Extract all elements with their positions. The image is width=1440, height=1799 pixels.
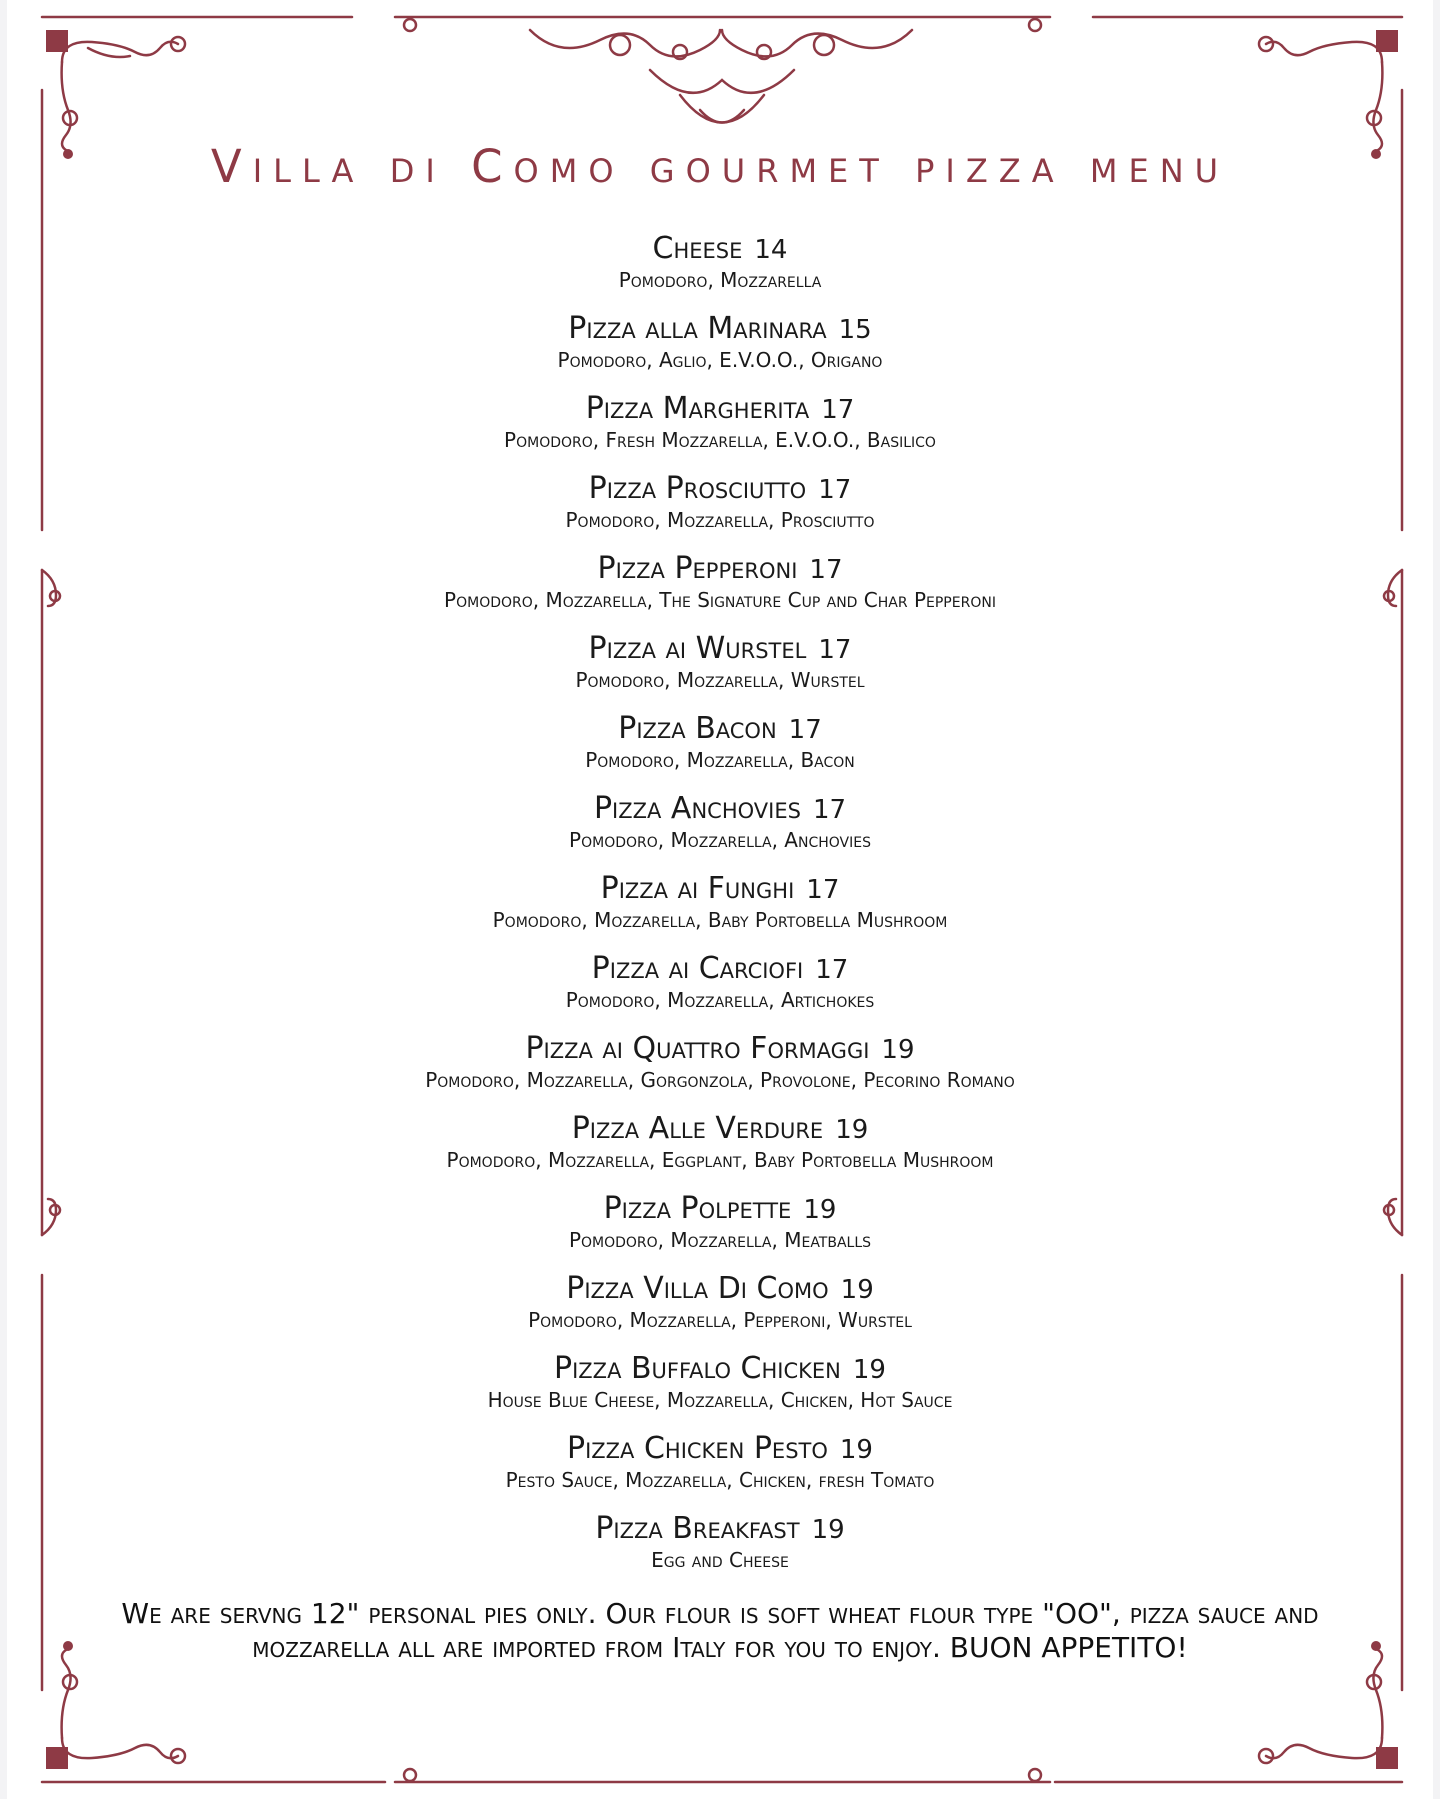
pizza-name-line [0,1272,1440,1307]
pizza-price: 19 [852,1355,886,1385]
menu-item [0,1192,1440,1272]
pizza-ingredients: Pomodoro, Mozzarella [618,268,822,292]
pizza-name: Pizza Chicken Pesto [567,1431,828,1466]
pizza-name: Cheese [652,231,743,266]
pizza-ingredients: Pomodoro, Mozzarella, Meatballs [568,1228,872,1252]
menu-item [0,552,1440,632]
menu-item [0,1432,1440,1512]
pizza-ingredients: Pomodoro, Mozzarella, Prosciutto [565,508,875,532]
pizza-name-line [0,472,1440,507]
menu-item [0,632,1440,712]
pizza-name-line [0,1512,1440,1547]
pizza-ingredients: Pomodoro, Mozzarella, Gorgonzola, Provolone, Pecorino Romano [425,1068,1015,1092]
pizza-name: Pizza ai Quattro Formaggi [525,1031,870,1066]
pizza-name: Pizza Breakfast [595,1511,800,1546]
menu-item [0,872,1440,952]
pizza-name-line [0,1032,1440,1067]
footer-note: We are servng 12" personal pies only. Our flour is soft wheat flour type "OO", pizza sauce and mozzarella all are imported from Italy for you to enjoy. BUON APPETITO! [121,1597,1319,1664]
pizza-name-line [0,1112,1440,1147]
pizza-name-line [0,632,1440,667]
pizza-price: 17 [818,475,852,505]
pizza-price: 19 [840,1275,874,1305]
pizza-price: 17 [815,955,849,985]
pizza-ingredients: Egg and Cheese [651,1548,789,1572]
menu-item [0,392,1440,472]
pizza-ingredients: Pomodoro, Mozzarella, The Signature Cup and Char Pepperoni [444,588,996,612]
menu-item [0,792,1440,872]
pizza-price: 17 [818,635,852,665]
menu-item [0,1512,1440,1592]
pizza-name-line [0,792,1440,827]
pizza-price: 14 [754,235,788,265]
pizza-name: Pizza Polpette [603,1191,792,1226]
pizza-name-line [0,872,1440,907]
pizza-ingredients: Pomodoro, Aglio, E.V.O.O., Origano [557,348,883,372]
pizza-name: Pizza Villa Di Como [566,1271,829,1306]
pizza-name: Pizza Buffalo Chicken [554,1351,841,1386]
pizza-name-line [0,392,1440,427]
pizza-list [0,232,1440,1592]
menu-item [0,952,1440,1032]
pizza-ingredients: House Blue Cheese, Mozzarella, Chicken, Hot Sauce [487,1388,953,1412]
menu-item [0,232,1440,312]
menu-item [0,1032,1440,1112]
pizza-name: Pizza alla Marinara [568,311,827,346]
pizza-name: Pizza ai Funghi [600,871,795,906]
pizza-name: Pizza ai Carciofi [591,951,804,986]
pizza-name: Pizza Margherita [585,391,810,426]
pizza-name-line [0,1192,1440,1227]
pizza-name-line [0,552,1440,587]
pizza-ingredients: Pomodoro, Mozzarella, Pepperoni, Wurstel [528,1308,912,1332]
pizza-name-line [0,1352,1440,1387]
pizza-price: 19 [881,1035,915,1065]
pizza-price: 19 [839,1435,873,1465]
pizza-price: 19 [835,1115,869,1145]
pizza-ingredients: Pomodoro, Mozzarella, Bacon [585,748,855,772]
menu-item [0,472,1440,552]
pizza-name-line [0,232,1440,267]
pizza-name: Pizza Pepperoni [597,551,798,586]
menu-item [0,1352,1440,1432]
pizza-name-line [0,952,1440,987]
pizza-name-line [0,1432,1440,1467]
menu-item [0,312,1440,392]
pizza-name: Pizza Alle Verdure [571,1111,824,1146]
pizza-name-line [0,712,1440,747]
pizza-price: 15 [838,315,872,345]
pizza-price: 19 [811,1515,845,1545]
pizza-ingredients: Pomodoro, Mozzarella, Baby Portobella Mushroom [492,908,948,932]
pizza-name: Pizza ai Wurstel [588,631,807,666]
pizza-price: 17 [809,555,843,585]
pizza-price: 17 [812,795,847,825]
pizza-name: Pizza Anchovies [593,791,801,826]
pizza-ingredients: Pomodoro, Mozzarella, Anchovies [569,828,871,852]
menu-item [0,1112,1440,1192]
pizza-name-line [0,312,1440,347]
pizza-price: 17 [788,715,822,745]
pizza-price: 19 [803,1195,837,1225]
menu-item [0,712,1440,792]
pizza-ingredients: Pesto Sauce, Mozzarella, Chicken, fresh Tomato [505,1468,935,1492]
pizza-ingredients: Pomodoro, Mozzarella, Wurstel [575,668,865,692]
menu-item [0,1272,1440,1352]
menu-title: Villa di Como gourmet pizza menu [210,140,1230,193]
pizza-ingredients: Pomodoro, Fresh Mozzarella, E.V.O.O., Basilico [504,428,936,452]
pizza-price: 17 [821,395,855,425]
pizza-ingredients: Pomodoro, Mozzarella, Eggplant, Baby Portobella Mushroom [446,1148,994,1172]
pizza-price: 17 [806,875,840,905]
pizza-ingredients: Pomodoro, Mozzarella, Artichokes [565,988,875,1012]
pizza-name: Pizza Prosciutto [588,471,807,506]
pizza-name: Pizza Bacon [618,711,777,746]
